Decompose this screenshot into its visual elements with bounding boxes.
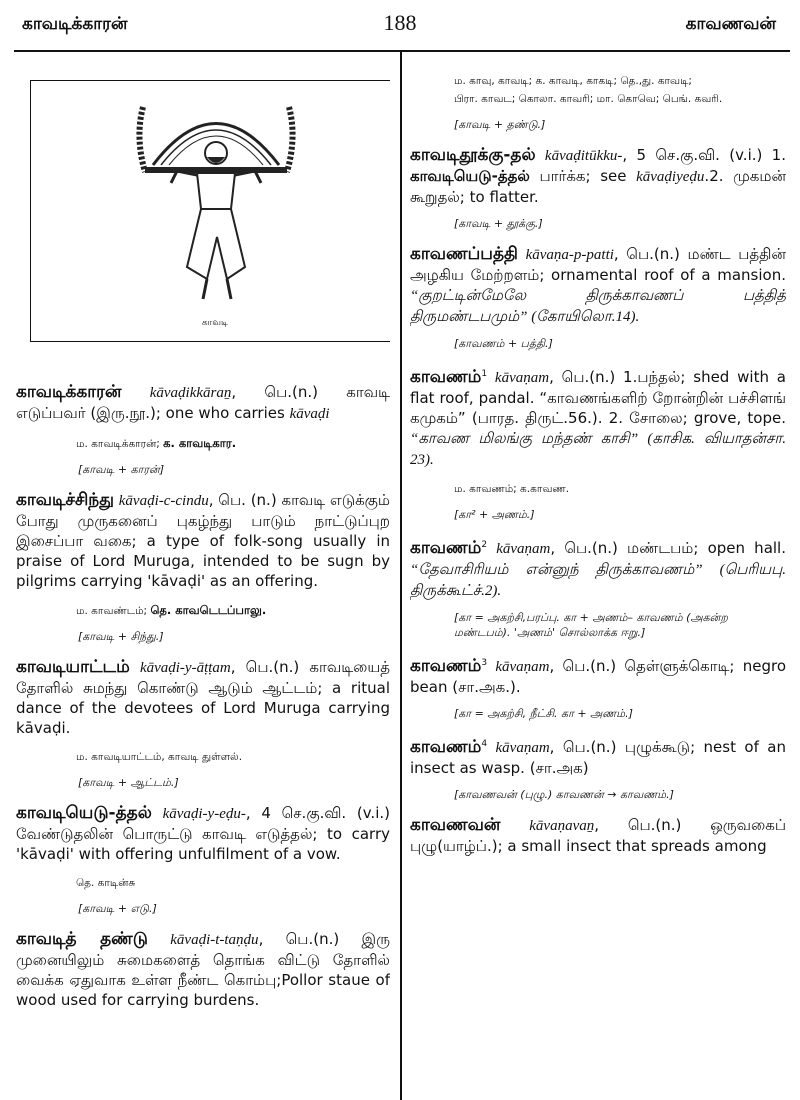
- transliteration: kāvaḍikkāraṉ: [149, 385, 232, 401]
- etymology: [காவணம் + பத்தி.]: [454, 337, 553, 350]
- transliteration: kāvaṇam: [496, 541, 551, 557]
- etymology: [காவடி + காரன்]: [78, 463, 164, 476]
- transliteration: kāvaṇam: [495, 740, 550, 756]
- entry-kavadi-y-attam: [16, 657, 390, 738]
- etymology: [காவடி + ஆட்டம்.]: [78, 776, 179, 789]
- definition: , பெ.(n.) மண்டபம்; open hall.: [550, 539, 786, 557]
- cognate-ma: ம. காவண்டம்;: [76, 605, 148, 617]
- definition-part: பார்க்க; see: [529, 167, 637, 185]
- transliteration: kāvaṇam: [495, 659, 550, 675]
- cognates: ம. காவடியாட்டம், காவடி துள்ளல்.: [76, 751, 243, 763]
- cognates-continued: [454, 72, 786, 108]
- homonym-number: 3: [481, 658, 488, 668]
- entry-kavana-p-patti: [410, 244, 786, 327]
- definition: , 4 செ.கு.வி. (v.i.) வேண்டுதலின் பொருட்டு காவடி எடுத்தல்; to carry 'kāvaḍi' with offering unfulfilment of a vow.: [16, 804, 390, 863]
- headword: காவடிச்சிந்து: [16, 490, 114, 510]
- quotation: “தேவாசிரியம் என்னுந் திருக்காவணம்” (பெரியபு. திருக்கூட்ச்.2).: [410, 562, 786, 599]
- etymology: [கா = அகற்சி,பரப்பு. கா + அணம்– காவணம் (அகன்ற மண்டபம்). 'அணம்' சொல்லாக்க ஈறு.]: [454, 611, 728, 639]
- etymology: [காவடி + எடு.]: [78, 902, 157, 915]
- definition: , பெ.(n.) காவடி எடுப்பவர் (இரு.நூ.); one who carries: [16, 383, 390, 422]
- headword: காவடிக்காரன்: [16, 382, 122, 402]
- column-divider: [400, 50, 402, 1100]
- quotation: “குறட்டின்மேலே திருக்காவணப் பத்தித் திருமண்டபமும்” (கோயிலொ.14).: [410, 288, 786, 325]
- header-rule: [14, 50, 790, 52]
- entry-kavanam-2: [410, 535, 786, 601]
- transliteration: kāvaḍi-t-taṇḍu: [170, 932, 259, 948]
- transliteration: kāvaḍitūkku-: [544, 148, 623, 164]
- entry-kavanavan: [410, 815, 786, 856]
- guide-word-left: காவடிக்காரன்: [22, 14, 128, 34]
- cognates: ம. காவணம்; க.காவண.: [454, 483, 570, 495]
- headword: காவடிதூக்கு-தல்: [410, 145, 536, 165]
- etymology: [காவடி + தண்டு.]: [454, 118, 546, 131]
- transliteration: kāvaḍi-c-cindu: [118, 493, 209, 509]
- definition-part: .2. முகமன் கூறுதல்; to flatter.: [410, 167, 786, 206]
- etymology: [காவடி + தூக்கு.]: [454, 217, 543, 230]
- kavadi-illustration: [131, 87, 301, 307]
- cognate-line-2: பிரா. காவட; கொலா. காவரி; மா. கொவெ; பெங். கவரி.: [454, 93, 723, 105]
- headword: காவணப்பத்தி: [410, 244, 518, 264]
- entry-kavadi-tukku: [410, 145, 786, 207]
- definition: , பெ.(n.) காவடியைத் தோளில் சுமந்து கொண்டு ஆடும் ஆட்டம்; a ritual dance of the devotees of Lord Muruga carrying kāvaḍi.: [16, 658, 390, 737]
- homonym-number: 2: [481, 540, 488, 550]
- left-column: [16, 60, 390, 1100]
- guide-word-right: காவணவன்: [685, 14, 776, 34]
- cognate-ma: ம. காவடிக்காரன்;: [76, 438, 160, 450]
- etymology: [காவடி + சிந்து.]: [78, 630, 164, 643]
- headword: காவணம்: [410, 538, 482, 558]
- entry-kavanam-1: [410, 364, 786, 470]
- cognates: தெ. காடின்சு: [76, 877, 136, 889]
- kavadi-figure: [30, 80, 390, 342]
- definition: , பெ.(n.) தெள்ளுக்கொடி; negro bean (சா.அக.).: [410, 657, 786, 696]
- cognates: [76, 434, 390, 453]
- entry-kavanam-3: [410, 653, 786, 697]
- page-number: 188: [383, 10, 417, 35]
- headword: காவணம்: [410, 367, 482, 387]
- etymology: [கா² + அணம்.]: [454, 508, 535, 521]
- entry-kavadi-t-tandu: [16, 929, 390, 1010]
- quotation: “காவண மிலங்கு மந்தண் காசி” (காசிக. வியாதன்சா. 23).: [410, 431, 786, 468]
- entry-kavanam-4: [410, 734, 786, 778]
- headword: காவடித் தண்டு: [16, 929, 148, 949]
- definition: , பெ.(n.) ஒருவகைப் புழு(யாழ்ப்.); a small insect that spreads among: [410, 816, 786, 855]
- transliteration: kāvaḍi-y-āṭṭam: [139, 660, 231, 676]
- entry-kavadi-c-cindu: [16, 490, 390, 591]
- definition: , பெ. (n.) காவடி எடுக்கும் போது முருகனைப் புகழ்ந்து பாடும் நாட்டுப்புற இசைப்பா வகை; a type of folk-song usually in praise of Lord Muruga, intended to be sugn by pilgrims carrying 'kāvaḍi' as an offering.: [16, 491, 390, 590]
- transliteration: kāvaṇavaṉ: [529, 818, 595, 834]
- cognate-ka: க. காவடிகார.: [163, 436, 237, 450]
- entry-kavadi-y-edu: [16, 803, 390, 864]
- cognate-te: தெ. காவடெடப்பாலு.: [150, 603, 267, 617]
- headword: காவடியாட்டம்: [16, 657, 130, 677]
- headword: காவணம்: [410, 656, 482, 676]
- transliteration: kāvaḍi-y-eḍu-: [162, 806, 246, 822]
- definition: , 5 செ.கு.வி. (v.i.) 1.: [622, 146, 786, 164]
- headword: காவணம்: [410, 737, 482, 757]
- etymology: [கா = அகற்சி, நீட்சி. கா + அணம்.]: [454, 707, 633, 720]
- cognate-line-1: ம. காவு, காவடி; க. காவடி, காகடி; தெ.,து. காவடி;: [454, 75, 692, 87]
- figure-caption: காவடி: [201, 318, 229, 328]
- homonym-number: 4: [481, 739, 488, 749]
- definition: , பெ.(n.) இரு முனையிலும் சுமைகளைத் தொங்க விட்டு தோளில் வைக்க ஏதுவாக உள்ள நீண்ட கொம்பு;Pollor staue of wood used for carrying burdens.: [16, 930, 390, 1009]
- etymology: [காவணவன் (புழு.) காவணன் → காவணம்.]: [454, 788, 674, 801]
- cross-reference: காவடியெடு-த்தல்: [410, 167, 530, 185]
- transliteration: kāvaṇa-p-patti: [525, 247, 614, 263]
- definition: , பெ.(n.) புழுக்கூடு; nest of an insect as wasp. (சா.அக): [410, 738, 786, 777]
- definition-italic: kāvaḍi: [289, 406, 330, 422]
- cognates: [76, 601, 390, 620]
- definition: , பெ.(n.) 1.பந்தல்; shed with a flat roof, pandal. “காவணங்களிற் றோன்றின் பச்சிளங் கமுகம்” (பாரத. திருட்.56.). 2. சோலை; grove, tope.: [410, 368, 786, 427]
- headword: காவணவன்: [410, 815, 501, 835]
- headword: காவடியெடு-த்தல்: [16, 803, 152, 823]
- entry-kavadikkaran: [16, 382, 390, 424]
- homonym-number: 1: [481, 369, 488, 379]
- definition: , பெ.(n.) மண்ட பத்தின் அழகிய மேற்றளம்; ornamental roof of a mansion.: [410, 245, 786, 284]
- transliteration: kāvaṇam: [494, 370, 550, 386]
- cross-reference-translit: kāvaḍiyeḍu: [636, 169, 705, 185]
- page-header: [0, 0, 800, 52]
- right-column: [410, 60, 786, 1100]
